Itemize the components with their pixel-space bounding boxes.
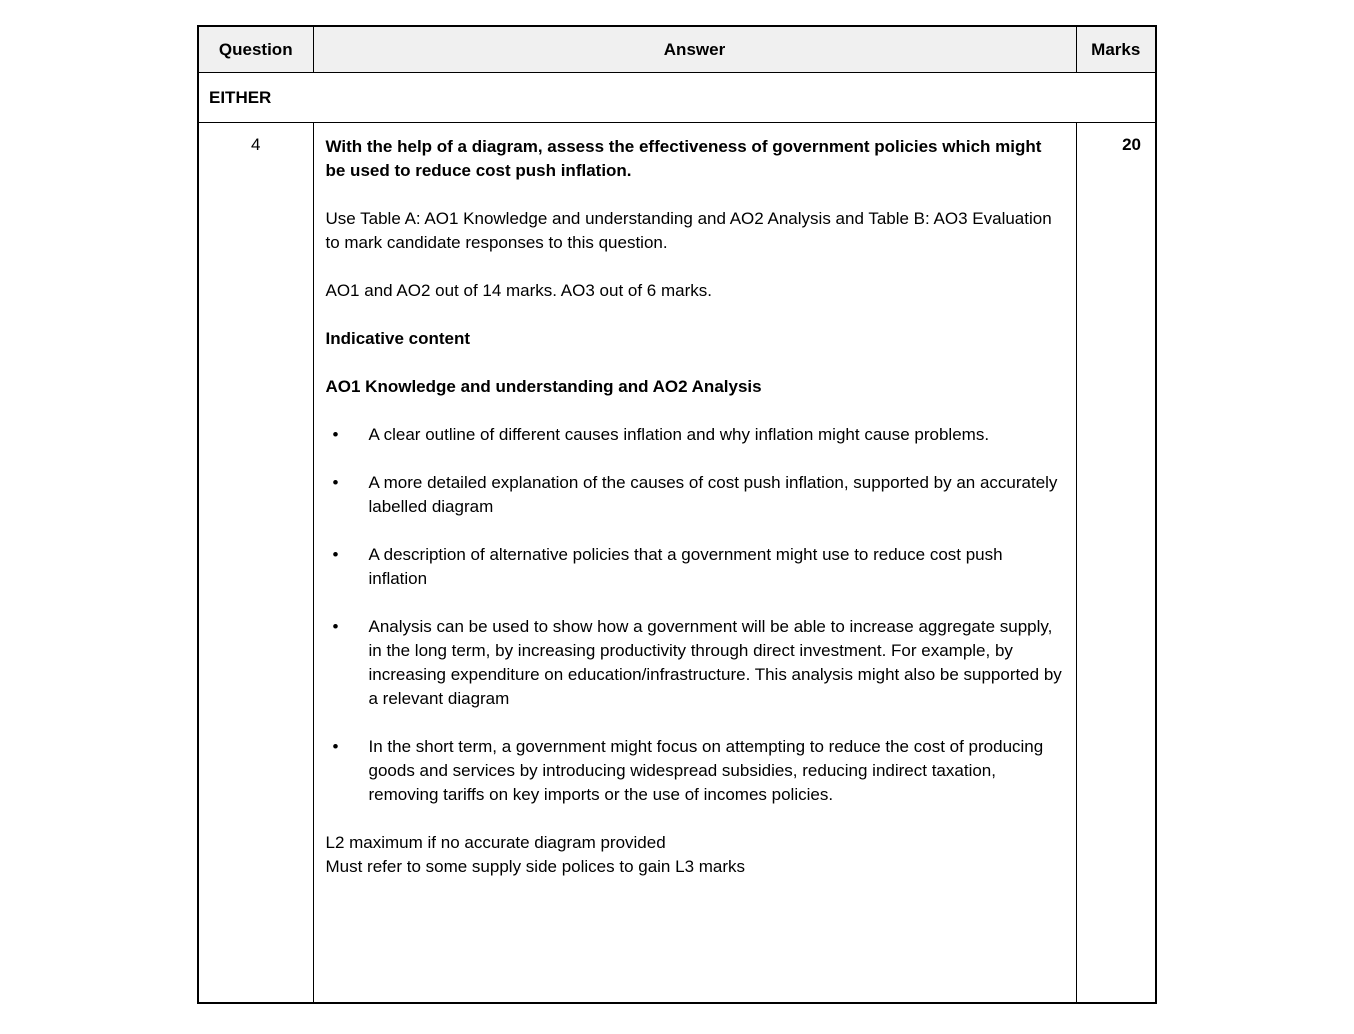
bullet-icon: • — [332, 617, 339, 636]
indicative-content-heading: Indicative content — [325, 329, 471, 348]
bullet-icon: • — [332, 425, 339, 444]
marking-instruction: Use Table A: AO1 Knowledge and understanding and AO2 Analysis and Table B: AO3 Evaluation to mark candidate responses to this question. — [325, 209, 1052, 252]
marks-breakdown: AO1 and AO2 out of 14 marks. AO3 out of 6 marks. — [325, 281, 712, 300]
bullet-text: A clear outline of different causes inflation and why inflation might cause problems. — [368, 425, 990, 444]
bullet-icon: • — [332, 737, 339, 756]
bullet-text: Analysis can be used to show how a government will be able to increase aggregate supply, in the long term, by increasing productivity through direct investment. For example, by increasing expenditure on education/infrastructure. This analysis might also be supported by a relevant diagram — [368, 617, 1062, 708]
bullet-icon: • — [332, 473, 339, 492]
header-marks: Marks — [1076, 26, 1156, 73]
ao-heading: AO1 Knowledge and understanding and AO2 Analysis — [325, 377, 762, 396]
bullet-text: A more detailed explanation of the causes of cost push inflation, supported by an accurately labelled diagram — [368, 473, 1058, 516]
level-note-l2: L2 maximum if no accurate diagram provided — [325, 833, 666, 852]
markscheme-table — [197, 25, 1157, 1004]
bullet-item — [326, 543, 1064, 591]
bullet-item — [326, 423, 1064, 447]
bullet-text: A description of alternative policies that a government might use to reduce cost push inflation — [368, 545, 1003, 588]
question-row — [198, 123, 1156, 1004]
header-question: Question — [198, 26, 313, 73]
bullet-icon: • — [332, 545, 339, 564]
bullet-item — [326, 615, 1064, 711]
bullet-text: In the short term, a government might focus on attempting to reduce the cost of producing goods and services by introducing widespread subsidies, reducing indirect taxation, removing tariffs on key imports or the use of incomes policies. — [368, 737, 1044, 804]
either-label: EITHER — [198, 73, 1156, 123]
level-note-l3: Must refer to some supply side polices to gain L3 marks — [325, 857, 746, 876]
question-number: 4 — [198, 123, 313, 1004]
indicative-content-list — [326, 423, 1064, 807]
answer-cell — [313, 123, 1076, 1004]
bullet-item — [326, 735, 1064, 807]
question-text: With the help of a diagram, assess the effectiveness of government policies which might be used to reduce cost push inflation. — [325, 137, 1042, 180]
header-answer: Answer — [313, 26, 1076, 73]
marks-value: 20 — [1076, 123, 1156, 1004]
header-row — [198, 26, 1156, 73]
bullet-item — [326, 471, 1064, 519]
either-row — [198, 73, 1156, 123]
